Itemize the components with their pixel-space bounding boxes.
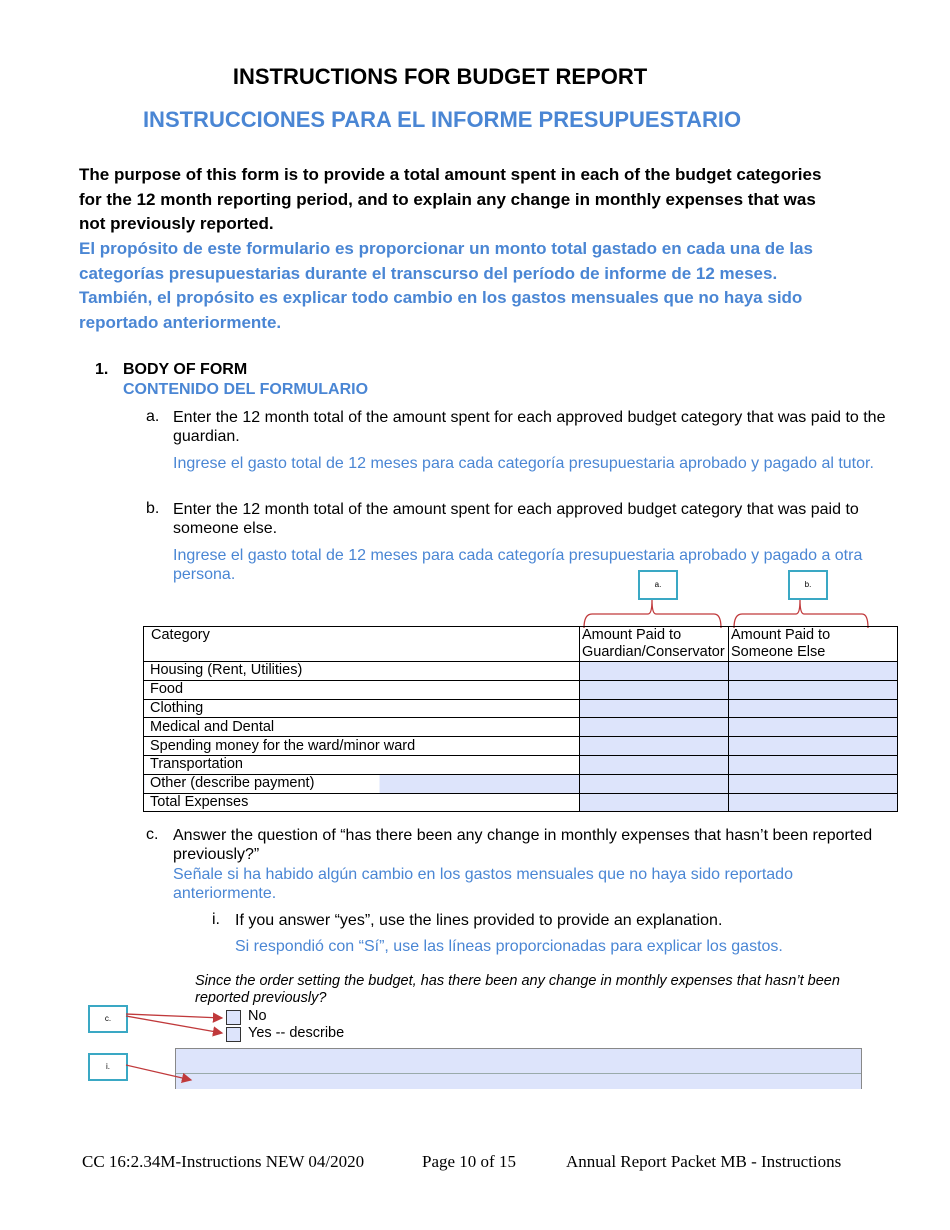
footer-form-id: CC 16:2.34M-Instructions NEW 04/2020 — [82, 1152, 365, 1171]
item-b-letter: b. — [146, 500, 160, 517]
item-a-letter: a. — [146, 408, 160, 425]
row-category: Total Expenses — [144, 793, 580, 812]
row-category: Medical and Dental — [144, 718, 580, 737]
item-a-text: Enter the 12 month total of the amount spent for each approved budget category that was paid to the guardian. — [173, 409, 886, 445]
item-b-text-spanish: Ingrese el gasto total de 12 meses para cada categoría presupuestaria aprobado y pagado a otra persona. — [173, 547, 863, 583]
row-category: Transportation — [144, 755, 580, 774]
question-text: Since the order setting the budget, has there been any change in monthly expenses that hasn’t been reported previously? — [195, 973, 840, 1006]
checkbox-yes-label: Yes -- describe — [248, 1025, 345, 1041]
item-i-numeral: i. — [212, 911, 220, 928]
checkbox-no-label: No — [248, 1008, 267, 1024]
footer-packet-name: Annual Report Packet MB - Instructions — [566, 1152, 842, 1171]
header-someone-line1: Amount Paid to — [731, 627, 831, 643]
section-number: 1. — [95, 361, 109, 378]
header-category: Category — [144, 627, 580, 662]
callout-b: b. — [788, 570, 828, 600]
row-category: Spending money for the ward/minor ward — [144, 737, 580, 756]
row-category-other[interactable]: Other (describe payment) — [144, 774, 580, 793]
section-title: BODY OF FORM — [123, 361, 248, 378]
arrow-c-to-yes — [126, 1016, 222, 1033]
callout-a: a. — [638, 570, 678, 600]
row-category: Food — [144, 680, 580, 699]
item-i-text-spanish: Si respondió con “Sí”, use las líneas proporcionadas para explicar los gastos. — [235, 938, 783, 955]
item-i-text: If you answer “yes”, use the lines provided to provide an explanation. — [235, 912, 723, 929]
purpose-paragraph-spanish: El propósito de este formulario es proporcionar un monto total gastado en cada una de las categorías presupuestarias durante el transcurso del período de informe de 12 meses. También, el propósito es explicar todo cambio en los gastos mensuales que no haya sido reportado anteriormente. — [79, 239, 813, 332]
arrow-i-to-field — [126, 1065, 191, 1080]
callout-i: i. — [88, 1053, 128, 1081]
item-b-text: Enter the 12 month total of the amount spent for each approved budget category that was paid to someone else. — [173, 501, 859, 537]
item-c-letter: c. — [146, 826, 159, 843]
header-guardian-line2: Guardian/Conservator — [582, 644, 725, 660]
footer-page-number: Page 10 of 15 — [422, 1152, 516, 1171]
page-title: INSTRUCTIONS FOR BUDGET REPORT — [232, 64, 648, 89]
header-someone-line2: Someone Else — [731, 644, 826, 660]
row-category: Housing (Rent, Utilities) — [144, 662, 580, 681]
item-c-text-spanish: Señale si ha habido algún cambio en los gastos mensuales que no haya sido reportado anteriormente. — [173, 866, 793, 902]
header-guardian-line1: Amount Paid to — [582, 627, 682, 643]
arrow-c-to-no — [126, 1014, 222, 1018]
item-a-text-spanish: Ingrese el gasto total de 12 meses para cada categoría presupuestaria aprobado y pagado al tutor. — [173, 455, 874, 472]
page-title-spanish: INSTRUCCIONES PARA EL INFORME PRESUPUESTARIO — [142, 107, 742, 132]
item-c-text: Answer the question of “has there been any change in monthly expenses that hasn’t been reported previously?” — [173, 827, 873, 863]
row-category: Clothing — [144, 699, 580, 718]
callout-c: c. — [88, 1005, 128, 1033]
section-title-spanish: CONTENIDO DEL FORMULARIO — [123, 381, 369, 398]
purpose-paragraph: The purpose of this form is to provide a total amount spent in each of the budget categories for the 12 month reporting period, and to explain any change in monthly expenses that was not previously reported. — [79, 165, 822, 233]
